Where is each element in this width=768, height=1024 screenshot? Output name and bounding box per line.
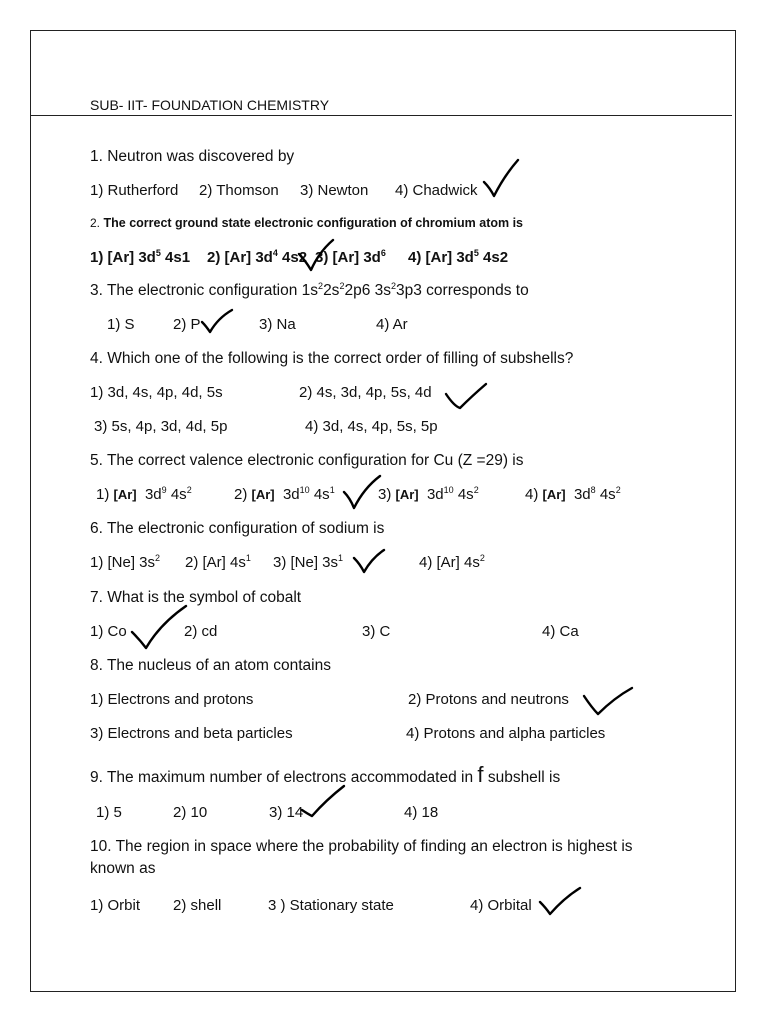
q7-option-4[interactable]: 4) Ca [542,623,579,640]
q6-option-1[interactable]: 1) [Ne] $3s^2$ [90,553,161,571]
question-6-text: 6. The electronic configuration of sodium is [90,520,385,537]
question-9-text: 9. The maximum number of electrons accommodated in f subshell is [90,762,561,787]
q5-option-2[interactable]: 2) [Ar] $3d^{10}$ $4s^1$ [234,485,335,503]
q1-check-mark-icon [482,158,522,200]
q2-option-1[interactable]: 1) [Ar] $3d^5$ 4s1 [90,248,191,266]
q5-check-mark-icon [342,474,382,512]
q5-option-4[interactable]: 4) [Ar] $3d^8$ $4s^2$ [525,485,621,503]
q1-option-3[interactable]: 3) Newton [300,182,369,199]
q6-option-2[interactable]: 2) [Ar] $4s^1$ [185,553,251,571]
q3-option-2[interactable]: 2) P [173,316,201,333]
q8-check-mark-icon [582,686,634,718]
q10-option-1[interactable]: 1) Orbit [90,897,141,914]
question-4-text: 4. Which one of the following is the correct order of filling of subshells? [90,350,574,367]
q2-option-3[interactable]: 3) [Ar] $3d^6$ [315,248,386,266]
q6-option-4[interactable]: 4) [Ar] $4s^2$ [419,553,485,571]
q4-check-mark-icon [444,382,488,412]
q2-check-mark-icon [297,238,337,274]
question-8-text: 8. The nucleus of an atom contains [90,657,331,674]
q4-option-1[interactable]: 1) 3d, 4s, 4p, 4d, 5s [90,384,223,401]
q10-option-4[interactable]: 4) Orbital [470,897,532,914]
q7-option-2[interactable]: 2) cd [184,623,218,640]
question-10-text: 10. The region in space where the probability of finding an electron is highest is known as [90,838,633,877]
q1-option-1[interactable]: 1) Rutherford [90,182,179,199]
q3-option-4[interactable]: 4) Ar [376,316,408,333]
q3-option-1[interactable]: 1) S [107,316,135,333]
q5-option-3[interactable]: 3) [Ar] $3d^{10}$ $4s^2$ [378,485,479,503]
q3-check-mark-icon [200,308,236,336]
q10-option-3[interactable]: 3 ) Stationary state [268,897,394,914]
q9-option-2[interactable]: 2) 10 [173,804,208,821]
q8-option-3[interactable]: 3) Electrons and beta particles [90,725,293,742]
q9-option-4[interactable]: 4) 18 [404,804,439,821]
q6-check-mark-icon [352,548,386,576]
q7-option-1[interactable]: 1) Co [90,623,127,640]
q5-option-1[interactable]: 1) [Ar] $3d^9$ $4s^2$ [96,485,192,503]
q4-option-4[interactable]: 4) 3d, 4s, 4p, 5s, 5p [305,418,438,435]
q4-option-2[interactable]: 2) 4s, 3d, 4p, 5s, 4d [299,384,432,401]
q4-option-3[interactable]: 3) 5s, 4p, 3d, 4d, 5p [94,418,228,435]
question-3-text: 3. The electronic configuration $1s^22s^22p6$ $3s^23p3$ corresponds to [90,280,529,299]
q9-option-1[interactable]: 1) 5 [96,804,122,821]
q9-check-mark-icon [300,784,348,820]
question-5-text: 5. The correct valence electronic configuration for Cu (Z =29) is [90,452,524,469]
q8-option-1[interactable]: 1) Electrons and protons [90,691,254,708]
question-7-text: 7. What is the symbol of cobalt [90,589,302,606]
q1-option-2[interactable]: 2) Thomson [199,182,279,199]
q7-option-3[interactable]: 3) C [362,623,391,640]
subject-header: SUB- IIT- FOUNDATION CHEMISTRY [90,97,330,113]
header-divider [30,115,732,116]
q3-option-3[interactable]: 3) Na [259,316,296,333]
q7-check-mark-icon [130,604,190,654]
q1-option-4[interactable]: 4) Chadwick [395,182,478,199]
question-2-text: 2. The correct ground state electronic configuration of chromium atom is [90,216,524,230]
q8-option-2[interactable]: 2) Protons and neutrons [408,691,569,708]
q10-option-2[interactable]: 2) shell [173,897,222,914]
q2-option-4[interactable]: 4) [Ar] $3d^5$ 4s2 [408,248,509,266]
question-1-text: 1. Neutron was discovered by [90,148,295,165]
q6-option-3[interactable]: 3) [Ne] $3s^1$ [273,553,344,571]
q2-option-2[interactable]: 2) [Ar] $3d^4$ 4s2 [207,248,308,266]
q9-option-3[interactable]: 3) 14 [269,804,304,821]
q8-option-4[interactable]: 4) Protons and alpha particles [406,725,606,742]
q10-check-mark-icon [538,886,584,918]
